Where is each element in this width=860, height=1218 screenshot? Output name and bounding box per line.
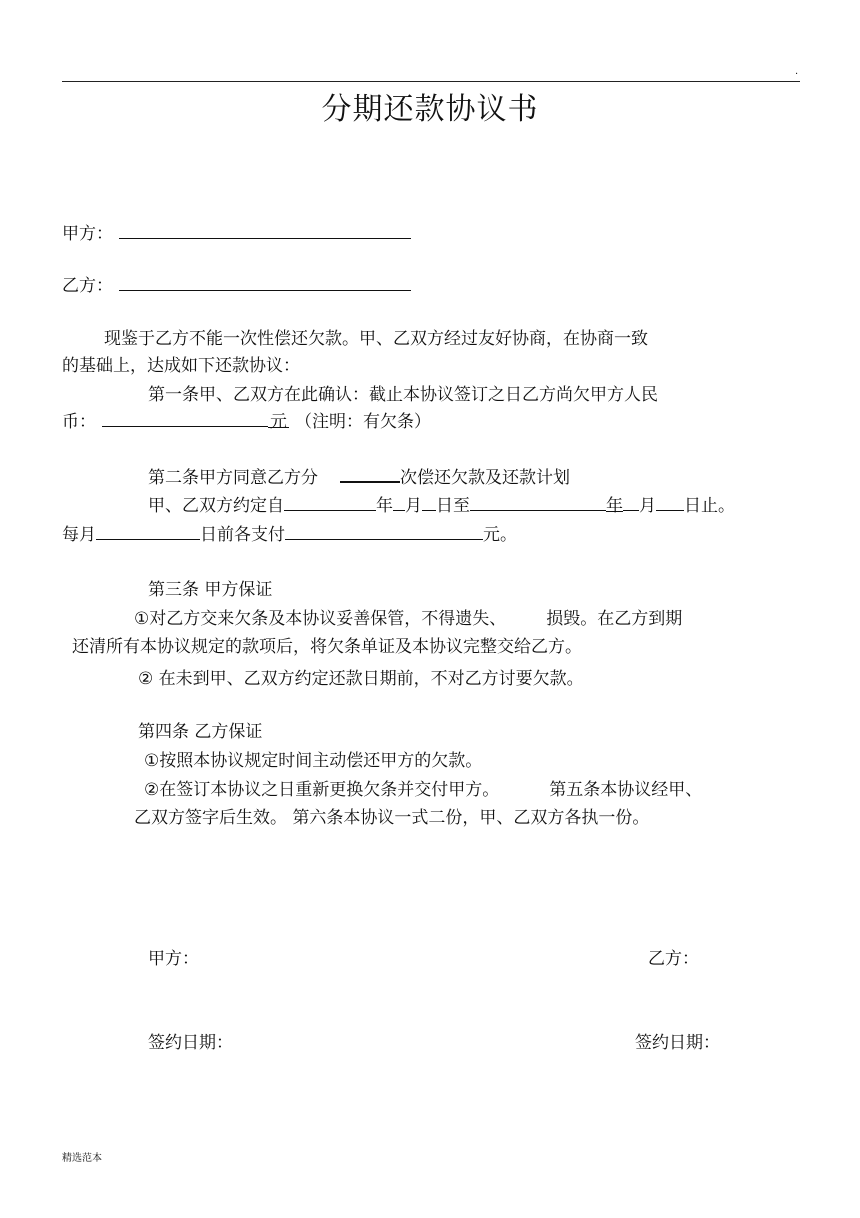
article-4-heading: 第四条 乙方保证 (138, 722, 263, 742)
article-1-note: （注明：有欠条） (295, 412, 431, 432)
monthly-suffix: 元。 (483, 525, 517, 545)
end-year-label: 年 (606, 496, 623, 516)
article-2-suffix: 次偿还欠款及还款计划 (400, 468, 570, 488)
monthly-day-blank[interactable] (96, 522, 200, 540)
article-3-item-1-line-2: 还清所有本协议规定的款项后，将欠条单证及本协议完整交给乙方。 (72, 637, 582, 657)
article-3-heading: 第三条 甲方保证 (148, 580, 273, 600)
end-year-blank[interactable] (470, 493, 606, 511)
party-a-blank[interactable] (119, 221, 411, 239)
installments-blank[interactable] (340, 464, 400, 483)
end-day-blank[interactable] (656, 493, 684, 511)
article-4-line-3: 乙双方签字后生效。 第六条本协议一式二份，甲、乙双方各执一份。 (134, 808, 650, 828)
party-b-line (62, 273, 411, 298)
party-b-label: 乙方： (62, 276, 113, 296)
article-1-prefix: 币： (62, 412, 96, 432)
party-a-line (62, 221, 411, 246)
party-a-label: 甲方： (62, 224, 113, 244)
start-day-label: 日至 (436, 496, 470, 516)
start-month-blank[interactable] (393, 493, 405, 511)
signature-date-b: 签约日期： (635, 1033, 720, 1053)
intro-line-2: 的基础上，达成如下还款协议： (62, 356, 300, 376)
debt-amount-blank[interactable] (102, 409, 268, 427)
intro-line-1: 现鉴于乙方不能一次性偿还欠款。甲、乙双方经过友好协商，在协商一致 (104, 329, 648, 349)
monthly-prefix: 每月 (62, 525, 96, 545)
start-day-blank[interactable] (422, 493, 436, 511)
end-day-label: 日止。 (684, 496, 735, 516)
signature-party-a: 甲方： (148, 949, 199, 969)
article-3-item-1-part-2: 损毁。在乙方到期 (546, 609, 683, 629)
start-year-blank[interactable] (284, 493, 376, 511)
end-month-blank[interactable] (623, 493, 639, 511)
signature-date-a: 签约日期： (148, 1033, 233, 1053)
article-3-item-1 (134, 607, 682, 631)
article-1-line-2 (62, 409, 431, 434)
start-year-label: 年 (376, 496, 393, 516)
article-3-item-1-part-1: ①对乙方交来欠条及本协议妥善保管，不得遗失、 (134, 609, 507, 629)
header-rule (62, 81, 800, 82)
header-mark: . (795, 66, 799, 77)
article-2-monthly (62, 522, 517, 547)
article-4-item-1: ①按照本协议规定时间主动偿还甲方的欠款。 (144, 751, 483, 771)
article-2-line-1 (148, 464, 570, 490)
article-1-unit: 元 (270, 412, 287, 432)
footer-text: 精选范本 (62, 1153, 102, 1164)
start-month-label: 月 (405, 496, 422, 516)
monthly-amount-blank[interactable] (285, 522, 483, 540)
schedule-prefix: 甲、乙双方约定自 (148, 496, 284, 516)
article-2-prefix: 第二条甲方同意乙方分 (148, 468, 318, 488)
article-4-item-2 (144, 778, 702, 802)
monthly-mid: 日前各支付 (200, 525, 285, 545)
document-title: 分期还款协议书 (321, 92, 539, 127)
article-1-line-1: 第一条甲、乙双方在此确认：截止本协议签订之日乙方尚欠甲方人民 (148, 385, 658, 405)
end-month-label: 月 (639, 496, 656, 516)
party-b-blank[interactable] (119, 273, 411, 291)
signature-party-b: 乙方： (648, 949, 699, 969)
article-3-item-2: ② 在未到甲、乙双方约定还款日期前，不对乙方讨要欠款。 (138, 669, 584, 689)
article-4-item-2-text: ②在签订本协议之日重新更换欠条并交付甲方。 (144, 780, 500, 800)
article-5-start: 第五条本协议经甲、 (549, 780, 703, 800)
article-2-schedule (148, 493, 735, 518)
